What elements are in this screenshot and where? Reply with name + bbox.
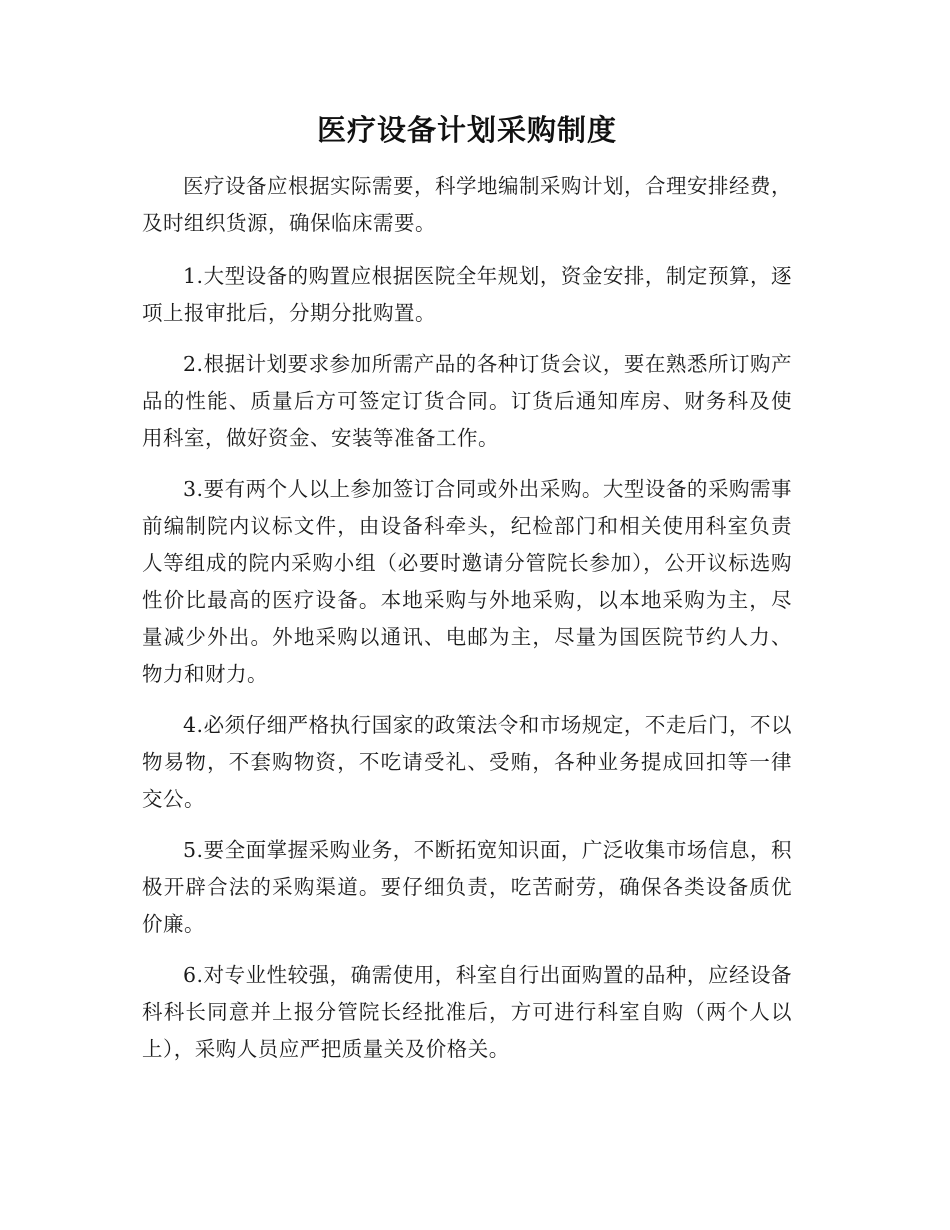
document-title: 医疗设备计划采购制度	[316, 113, 617, 147]
rule-item-2: 2.根据计划要求参加所需产品的各种订货会议，要在熟悉所订购产品的性能、质量后方可签定订货合同。订货后通知库房、财务科及使用科室，做好资金、安装等准备工作。	[142, 352, 792, 450]
rule-item-6: 6.对专业性较强，确需使用，科室自行出面购置的品种，应经设备科科长同意并上报分管院长经批准后，方可进行科室自购（两个人以上），采购人员应严把质量关及价格关。	[142, 963, 792, 1061]
rule-item-1: 1.大型设备的购置应根据医院全年规划，资金安排，制定预算，逐项上报审批后，分期分批购置。	[142, 264, 792, 325]
intro-paragraph: 医疗设备应根据实际需要，科学地编制采购计划，合理安排经费，及时组织货源，确保临床需要。	[142, 174, 792, 235]
rule-item-4: 4.必须仔细严格执行国家的政策法令和市场规定，不走后门，不以物易物，不套购物资，不吃请受礼、受贿，各种业务提成回扣等一律交公。	[142, 713, 792, 811]
rule-item-3: 3.要有两个人以上参加签订合同或外出采购。大型设备的采购需事前编制院内议标文件，由设备科牵头，纪检部门和相关使用科室负责人等组成的院内采购小组（必要时邀请分管院长参加），公开议标选购性价比最高的医疗设备。本地采购与外地采购，以本地采购为主，尽量减少外出。外地采购以通讯、电邮为主，尽量为国医院节约人力、物力和财力。	[142, 477, 792, 686]
rule-item-5: 5.要全面掌握采购业务，不断拓宽知识面，广泛收集市场信息，积极开辟合法的采购渠道。要仔细负责，吃苦耐劳，确保各类设备质优价廉。	[142, 838, 792, 936]
